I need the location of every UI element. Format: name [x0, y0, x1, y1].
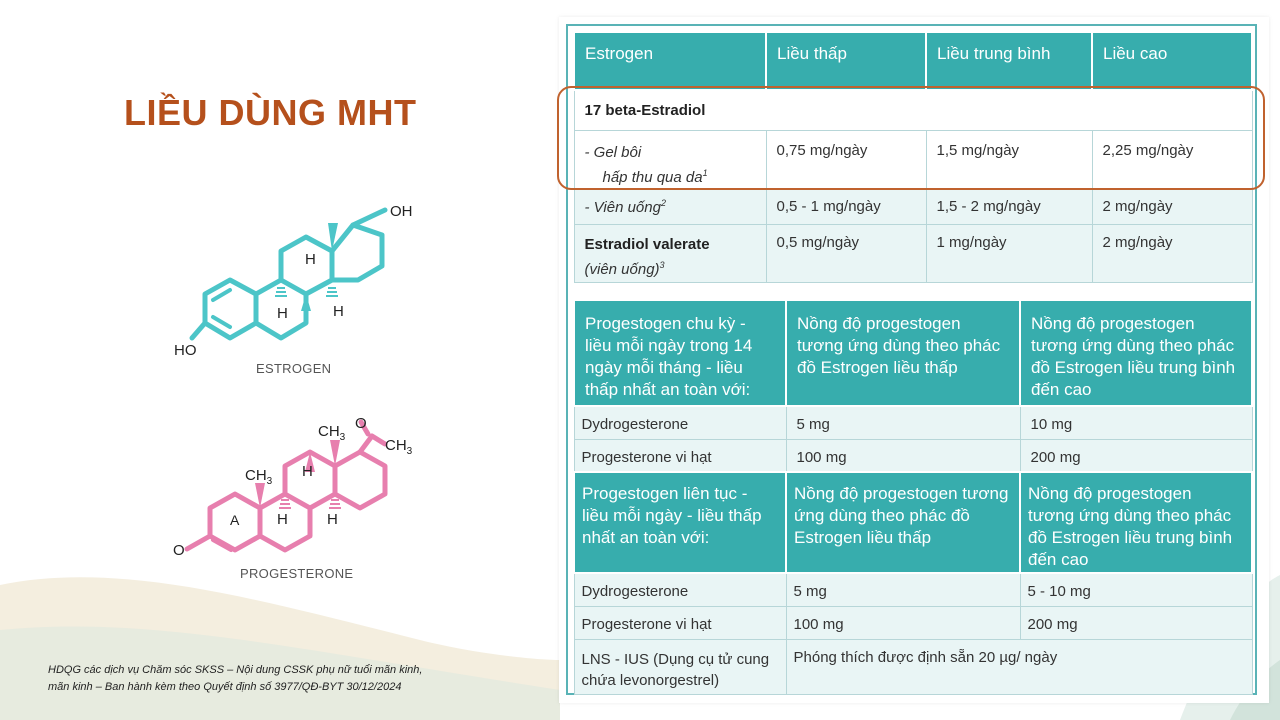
citation-line: HDQG các dịch vụ Chăm sóc SKSS – Nội dung CSSK phụ nữ tuổi mãn kinh, [48, 664, 423, 676]
table-header-cell: Liều cao [1092, 32, 1252, 90]
table-cell: 0,5 mg/ngày [766, 224, 926, 282]
progesterone-ch3-label: CH [245, 467, 267, 484]
table-cell: 2,25 mg/ngày [1092, 130, 1252, 188]
svg-text:CH3: $CH_3$ [245, 467, 273, 487]
table-cell: Progesterone vi hạt [574, 439, 786, 472]
estrogen-h-label: H [277, 305, 288, 322]
progesterone-structure-diagram [165, 410, 425, 570]
slide-title: LIỀU DÙNG MHT [124, 92, 417, 133]
table-cell: 2 mg/ngày [1092, 188, 1252, 224]
table-header-cell: Nồng độ progestogen tương ứng dùng theo phác đồ Estrogen liều thấp [786, 300, 1020, 406]
progesterone-h-label: H [327, 511, 338, 528]
gel-label-line: - Gel bôi [584, 143, 642, 161]
gel-label-line: hấp thu qua da [602, 168, 703, 186]
table-cell: Phóng thích được định sẵn 20 µg/ ngày [786, 639, 1252, 694]
section-estradiol: 17 beta-Estradiol [574, 90, 1252, 130]
table-cell: 10 mg [1020, 406, 1252, 439]
svg-text:CH3: $CH_3$ [318, 423, 346, 443]
table-header-cell: Estrogen [574, 32, 766, 90]
table-header-cell: Nồng độ progestogen tương ứng dùng theo phác đồ Estrogen liều trung bình đến cao [1020, 472, 1252, 573]
estrogen-oh-label: OH [390, 203, 413, 220]
table-cell: Progesterone vi hạt [574, 606, 786, 639]
citation-line: mãn kinh – Ban hành kèm theo Quyết định số 3977/QĐ-BYT 30/12/2024 [48, 681, 402, 693]
valerate-name: Estradiol valerate [584, 235, 710, 253]
estrogen-h-label: H [305, 251, 316, 268]
progesterone-o-label: O [355, 415, 367, 432]
valerate-route: (viên uống) [584, 260, 660, 278]
table-cell: 2 mg/ngày [1092, 224, 1252, 282]
table-cell: 5 - 10 mg [1020, 573, 1252, 606]
progesterone-ch3-label: CH [385, 437, 407, 454]
table-cell: 200 mg [1020, 606, 1252, 639]
citation [48, 662, 508, 696]
svg-text:CH3: $CH_3$ [385, 437, 413, 457]
table-header-cell: Liều trung bình [926, 32, 1092, 90]
valerate-label [574, 224, 766, 282]
table-cell: Dydrogesterone [574, 573, 786, 606]
table-header-cell: Nồng độ progestogen tương ứng dùng theo phác đồ Estrogen liều trung bình đến cao [1020, 300, 1252, 406]
estrogen-label: ESTROGEN [256, 361, 332, 376]
estrogen-h-label: H [333, 303, 344, 320]
table-cell: 1 mg/ngày [926, 224, 1092, 282]
progesterone-label: PROGESTERONE [240, 566, 354, 581]
table-header-cell: Nồng độ progestogen tương ứng dùng theo phác đồ Estrogen liều thấp [786, 472, 1020, 573]
table-cell: 1,5 mg/ngày [926, 130, 1092, 188]
footnote-mark: 3 [659, 259, 665, 270]
table-cell: Dydrogesterone [574, 406, 786, 439]
oral-label: - Viên uống$^2$ [574, 188, 766, 224]
progesterone-ch3-label: CH [318, 423, 340, 440]
table-cell: LNS - IUS (Dụng cụ tử cung chứa levonorgestrel) [574, 639, 786, 694]
estrogen-structure-diagram [160, 190, 430, 365]
table-cell: 0,5 - 1 mg/ngày [766, 188, 926, 224]
progestogen-dose-table [573, 299, 1253, 695]
estrogen-ho-label: HO [174, 342, 197, 359]
table-header-cell: Liều thấp [766, 32, 926, 90]
table-cell: 0,75 mg/ngày [766, 130, 926, 188]
table-cell: 100 mg [786, 606, 1020, 639]
table-cell: 5 mg [786, 406, 1020, 439]
table-cell: 200 mg [1020, 439, 1252, 472]
footnote-mark: 2 [660, 197, 666, 208]
footnote-mark: 1 [702, 167, 708, 178]
highlight-gel-row [557, 86, 1265, 190]
table-cell: 100 mg [786, 439, 1020, 472]
table-header-cell: Progestogen chu kỳ - liều mỗi ngày trong 14 ngày mỗi tháng - liều thấp nhất an toàn với: [574, 300, 786, 406]
table-header-cell: Progestogen liên tục - liều mỗi ngày - liều thấp nhất an toàn với: [574, 472, 786, 573]
progesterone-h-label: H [302, 463, 313, 480]
progesterone-h-label: H [277, 511, 288, 528]
table-cell: 5 mg [786, 573, 1020, 606]
progesterone-ring-a-label: A [230, 512, 240, 528]
table-cell: 1,5 - 2 mg/ngày [926, 188, 1092, 224]
progesterone-o-label: O [173, 542, 185, 559]
